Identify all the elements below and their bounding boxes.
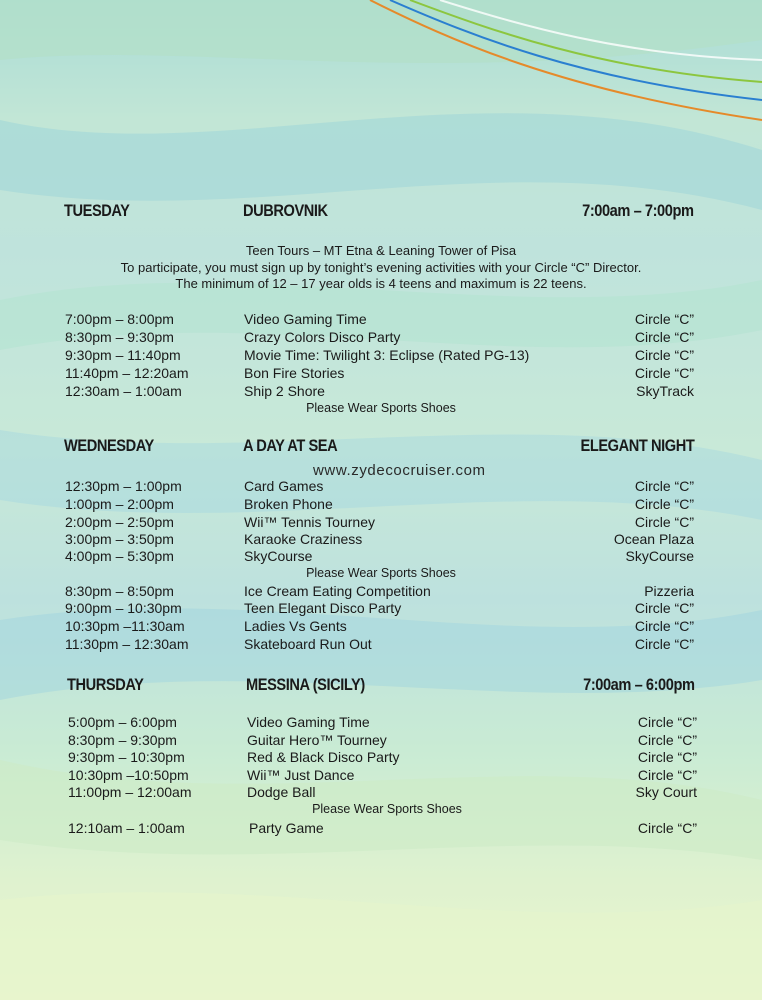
tour-note: The minimum of 12 – 17 year olds is 4 teens and maximum is 22 teens. [175, 276, 587, 291]
row-activity: Ship 2 Shore [244, 383, 325, 399]
row-time: 3:00pm – 3:50pm [65, 531, 174, 547]
row-time: 1:00pm – 2:00pm [65, 496, 174, 512]
schedule-row [0, 383, 762, 401]
schedule-row [0, 618, 762, 636]
row-location: Circle “C” [634, 365, 694, 381]
schedule-row [0, 478, 762, 496]
tour-note: Teen Tours – MT Etna & Leaning Tower of Pisa [245, 243, 517, 258]
row-time: 11:00pm – 12:00am [68, 784, 192, 800]
row-activity: Skateboard Run Out [244, 636, 372, 652]
row-location: Ocean Plaza [613, 531, 694, 547]
row-time: 8:30pm – 8:50pm [65, 583, 174, 599]
evening-theme: ELEGANT NIGHT [580, 436, 694, 455]
sports-shoes-note: Please Wear Sports Shoes [306, 566, 456, 580]
schedule-row [0, 820, 762, 838]
row-location: Sky Court [635, 784, 697, 800]
row-activity: Red & Black Disco Party [247, 749, 400, 765]
schedule-row [0, 784, 762, 802]
row-location: Circle “C” [637, 732, 697, 748]
schedule-row [0, 714, 762, 732]
schedule-row [0, 583, 762, 601]
row-location: Circle “C” [634, 478, 694, 494]
port-hours: 7:00am – 7:00pm [582, 201, 694, 220]
schedule-row [0, 548, 762, 566]
row-location: Circle “C” [637, 767, 697, 783]
row-activity: Dodge Ball [247, 784, 316, 800]
row-location: Circle “C” [634, 311, 694, 327]
row-time: 11:30pm – 12:30am [65, 636, 189, 652]
row-activity: Ice Cream Eating Competition [244, 583, 431, 599]
row-activity: Ladies Vs Gents [244, 618, 347, 634]
schedule-row [0, 329, 762, 347]
row-activity: Wii™ Tennis Tourney [244, 514, 375, 530]
day-label: TUESDAY [64, 201, 130, 220]
tuesday-header [0, 201, 762, 225]
row-activity: Guitar Hero™ Tourney [247, 732, 387, 748]
row-activity: SkyCourse [244, 548, 313, 564]
schedule-row [0, 514, 762, 532]
row-activity: Card Games [244, 478, 324, 494]
row-time: 11:40pm – 12:20am [65, 365, 189, 381]
row-activity: Teen Elegant Disco Party [244, 600, 402, 616]
schedule-row [0, 347, 762, 365]
wednesday-header [0, 436, 762, 460]
row-time: 7:00pm – 8:00pm [65, 311, 174, 327]
row-activity: Broken Phone [244, 496, 333, 512]
row-location: Circle “C” [634, 496, 694, 512]
schedule-row [0, 600, 762, 618]
row-time: 9:00pm – 10:30pm [65, 600, 182, 616]
row-location: Circle “C” [637, 749, 697, 765]
row-activity: Video Gaming Time [247, 714, 370, 730]
row-activity: Bon Fire Stories [244, 365, 345, 381]
port-label: A DAY AT SEA [243, 436, 338, 455]
row-activity: Karaoke Craziness [244, 531, 363, 547]
row-time: 5:00pm – 6:00pm [68, 714, 177, 730]
row-time: 12:30am – 1:00am [65, 383, 182, 399]
port-label: DUBROVNIK [243, 201, 328, 220]
port-label: MESSINA (SICILY) [246, 675, 365, 694]
row-time: 8:30pm – 9:30pm [68, 732, 177, 748]
row-activity: Video Gaming Time [244, 311, 367, 327]
row-time: 9:30pm – 11:40pm [65, 347, 181, 363]
sports-shoes-note: Please Wear Sports Shoes [312, 802, 462, 816]
watermark: www.zydecocruiser.com [313, 462, 486, 479]
row-location: Circle “C” [634, 329, 694, 345]
row-time: 4:00pm – 5:30pm [65, 548, 174, 564]
day-label: THURSDAY [67, 675, 144, 694]
row-time: 2:00pm – 2:50pm [65, 514, 174, 530]
row-activity: Party Game [249, 820, 324, 836]
schedule-row [0, 767, 762, 785]
schedule-row [0, 365, 762, 383]
row-location: Circle “C” [634, 600, 694, 616]
row-activity: Crazy Colors Disco Party [244, 329, 401, 345]
sports-shoes-note: Please Wear Sports Shoes [306, 401, 456, 415]
schedule-row [0, 311, 762, 329]
day-label: WEDNESDAY [64, 436, 154, 455]
row-location: Pizzeria [644, 583, 694, 599]
row-activity: Wii™ Just Dance [247, 767, 355, 783]
row-location: Circle “C” [634, 347, 694, 363]
schedule-row [0, 496, 762, 514]
row-location: Circle “C” [637, 714, 697, 730]
thursday-header [0, 675, 762, 699]
row-location: Circle “C” [637, 820, 697, 836]
row-time: 10:30pm –10:50pm [68, 767, 189, 783]
row-time: 8:30pm – 9:30pm [65, 329, 174, 345]
row-location: Circle “C” [634, 618, 694, 634]
row-time: 9:30pm – 10:30pm [68, 749, 185, 765]
row-activity: Movie Time: Twilight 3: Eclipse (Rated PG-13) [244, 347, 530, 363]
row-time: 12:30pm – 1:00pm [65, 478, 182, 494]
schedule-row [0, 531, 762, 549]
schedule-row [0, 749, 762, 767]
row-location: Circle “C” [634, 514, 694, 530]
row-location: Circle “C” [634, 636, 694, 652]
row-time: 10:30pm –11:30am [65, 618, 185, 634]
schedule-row [0, 636, 762, 654]
row-location: SkyCourse [625, 548, 694, 564]
tour-note: To participate, you must sign up by tonight’s evening activities with your Circle “C” Director. [120, 260, 642, 275]
schedule-row [0, 732, 762, 750]
row-time: 12:10am – 1:00am [68, 820, 185, 836]
port-hours: 7:00am – 6:00pm [583, 675, 695, 694]
row-location: SkyTrack [636, 383, 694, 399]
